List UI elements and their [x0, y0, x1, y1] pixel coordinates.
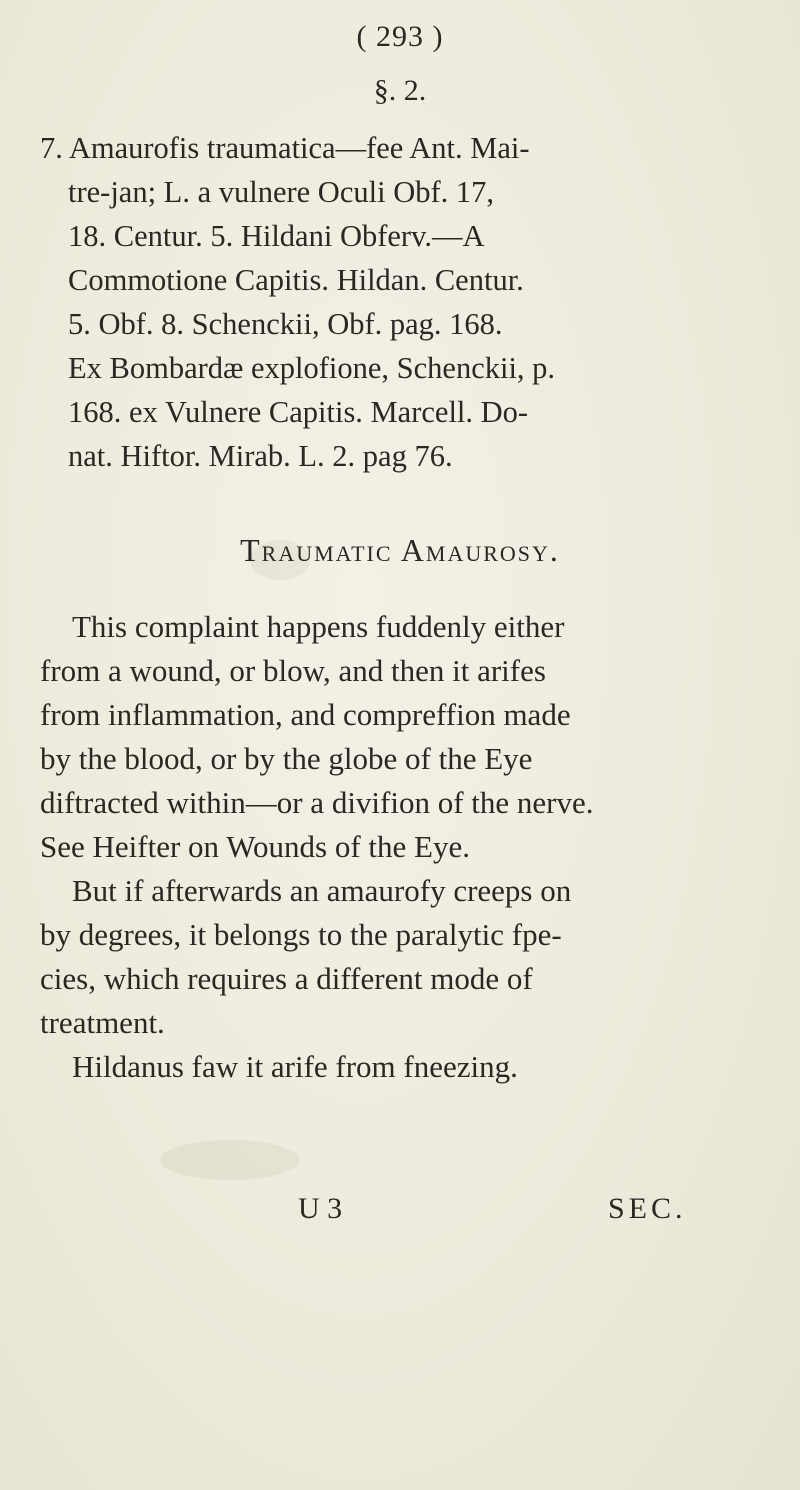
section-mark: §. 2.: [373, 74, 427, 107]
body-text: [40, 605, 760, 1089]
body-line: treatment.: [40, 1005, 165, 1040]
body-line: by the blood, or by the globe of the Eye: [40, 741, 533, 776]
body-line: by degrees, it belongs to the paralytic fpe-: [40, 917, 562, 952]
note-line: Ex Bombardæ explofione, Schenckii, p.: [68, 351, 556, 385]
note-line: 18. Centur. 5. Hildani Obferv.—A: [68, 219, 485, 253]
body-line: This complaint happens fuddenly either: [72, 609, 565, 644]
note-line: 5. Obf. 8. Schenckii, Obf. pag. 168.: [68, 307, 503, 341]
note-line: 168. ex Vulnere Capitis. Marcell. Do-: [68, 395, 529, 429]
section-heading: Traumatic Amaurosy.: [240, 532, 560, 568]
body-line: See Heifter on Wounds of the Eye.: [40, 829, 470, 864]
body-line: Hildanus faw it arife from fneezing.: [72, 1049, 518, 1084]
note-line: Commotione Capitis. Hildan. Centur.: [68, 263, 524, 297]
body-line: diftracted within—or a divifion of the nerve.: [40, 785, 594, 820]
note-line: nat. Hiftor. Mirab. L. 2. pag 76.: [68, 439, 453, 473]
note-line: tre-jan; L. a vulnere Oculi Obf. 17,: [68, 175, 495, 209]
page-number: ( 293 ): [356, 20, 444, 53]
paper-stain: [160, 1140, 300, 1180]
body-line: from a wound, or blow, and then it arifes: [40, 653, 546, 688]
body-line: cies, which requires a different mode of: [40, 961, 533, 996]
signature-mark: U 3: [298, 1192, 343, 1225]
body-line: But if afterwards an amaurofy creeps on: [72, 873, 572, 908]
reference-note: [40, 126, 730, 478]
note-line: 7. Amaurofis traumatica—fee Ant. Mai-: [40, 131, 530, 165]
catchword: SEC.: [608, 1192, 687, 1225]
body-line: from inflammation, and compreffion made: [40, 697, 571, 732]
